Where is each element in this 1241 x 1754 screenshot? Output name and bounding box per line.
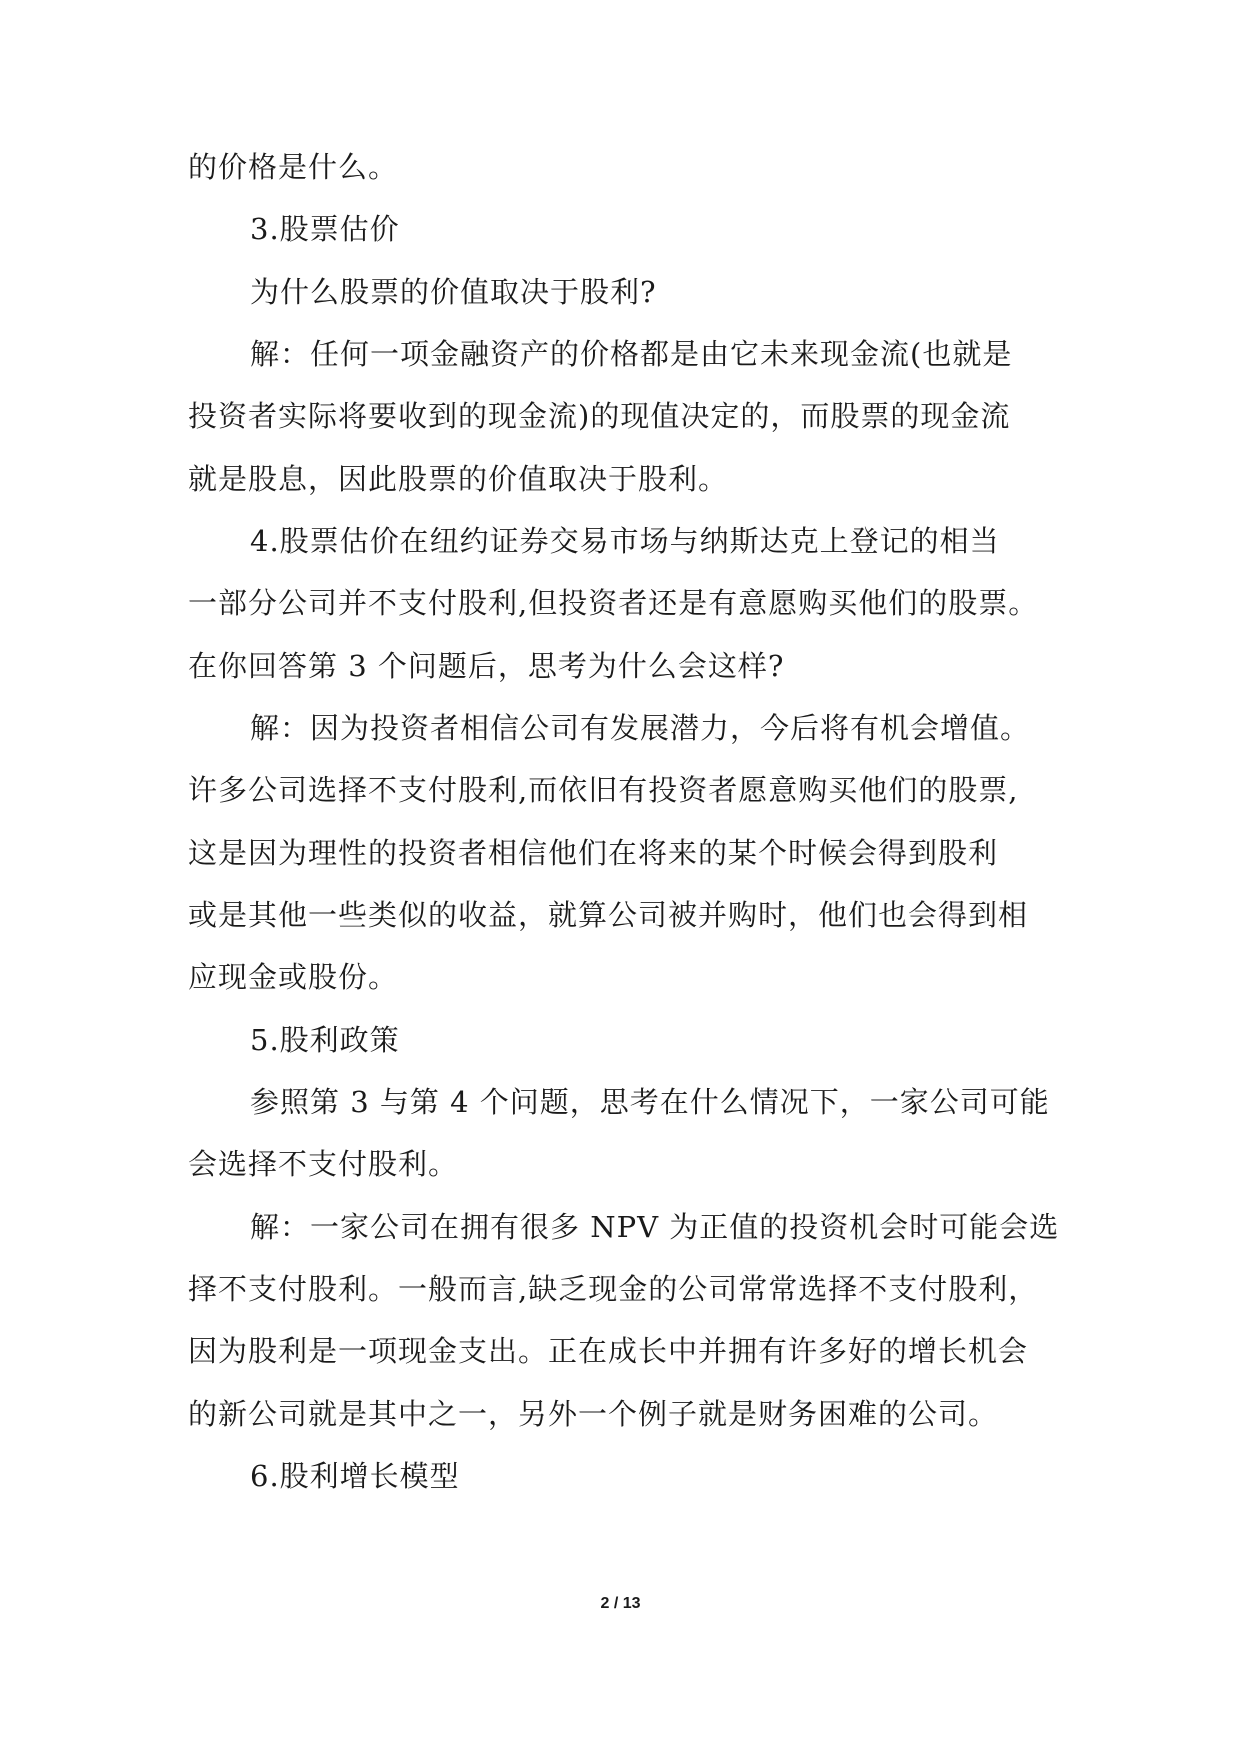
answer-line: 解：任何一项金融资产的价格都是由它未来现金流(也就是 bbox=[250, 337, 1013, 371]
section-heading: 4.股票估价在纽约证券交易市场与纳斯达克上登记的相当 bbox=[250, 524, 1000, 558]
text-line: 在你回答第 3 个问题后，思考为什么会这样? bbox=[188, 649, 785, 683]
text-line: 许多公司选择不支付股利,而依旧有投资者愿意购买他们的股票, bbox=[188, 773, 1019, 807]
text-line: 因为股利是一项现金支出。正在成长中并拥有许多好的增长机会 bbox=[188, 1334, 1029, 1368]
text-line: 应现金或股份。 bbox=[188, 960, 399, 994]
section-heading: 5.股利政策 bbox=[250, 1023, 400, 1057]
page-number: 2 / 13 bbox=[600, 1595, 641, 1612]
text-line: 投资者实际将要收到的现金流)的现值决定的，而股票的现金流 bbox=[188, 399, 1011, 433]
text-line: 这是因为理性的投资者相信他们在将来的某个时候会得到股利 bbox=[188, 836, 999, 870]
text-line: 的价格是什么。 bbox=[188, 150, 399, 184]
section-heading: 6.股利增长模型 bbox=[250, 1459, 460, 1493]
section-heading: 3.股票估价 bbox=[250, 212, 400, 246]
text-line: 择不支付股利。一般而言,缺乏现金的公司常常选择不支付股利， bbox=[188, 1272, 1039, 1306]
question-line: 为什么股票的价值取决于股利? bbox=[250, 275, 657, 309]
text-line: 一部分公司并不支付股利,但投资者还是有意愿购买他们的股票。 bbox=[188, 586, 1039, 620]
text-line: 会选择不支付股利。 bbox=[188, 1147, 459, 1181]
text-line: 或是其他一些类似的收益，就算公司被并购时，他们也会得到相 bbox=[188, 898, 1029, 932]
text-line: 的新公司就是其中之一，另外一个例子就是财务困难的公司。 bbox=[188, 1397, 999, 1431]
answer-line: 解：一家公司在拥有很多 NPV 为正值的投资机会时可能会选 bbox=[250, 1210, 1060, 1244]
question-line: 参照第 3 与第 4 个问题，思考在什么情况下，一家公司可能 bbox=[250, 1085, 1050, 1119]
answer-line: 解：因为投资者相信公司有发展潜力，今后将有机会增值。 bbox=[250, 711, 1031, 745]
text-line: 就是股息，因此股票的价值取决于股利。 bbox=[188, 462, 729, 496]
